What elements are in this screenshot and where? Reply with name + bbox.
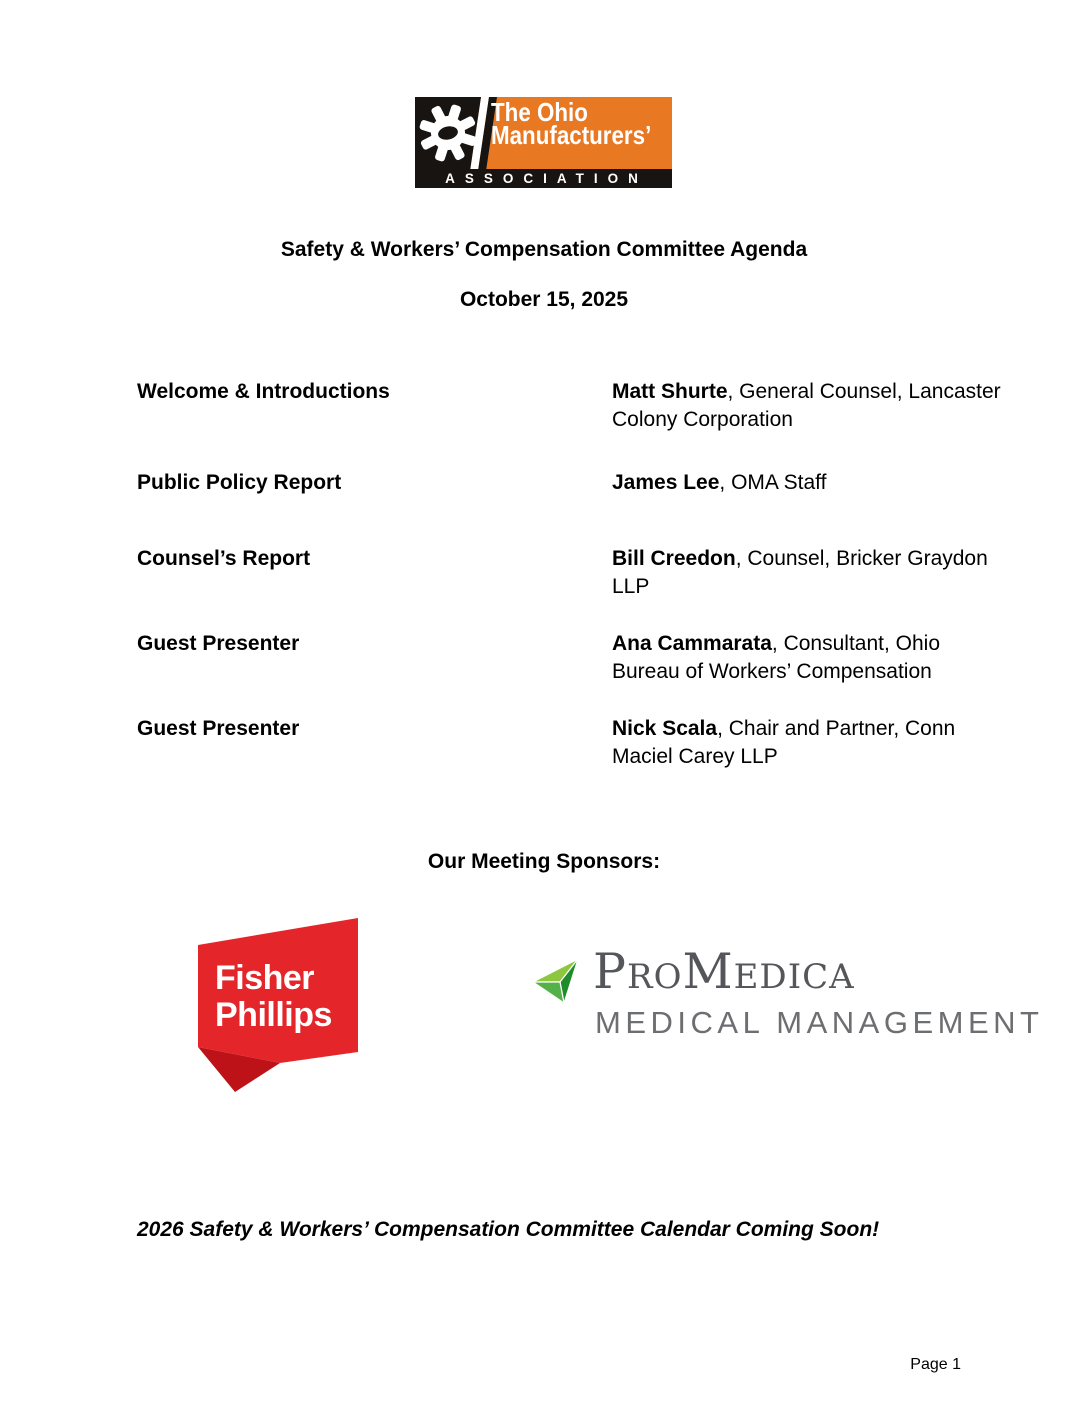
presenter-role: , OMA Staff	[719, 471, 827, 494]
presenter-name: Matt Shurte	[612, 380, 728, 403]
presenter-name: James Lee	[612, 471, 720, 494]
page-number: Page 1	[910, 1356, 961, 1373]
oma-logo	[415, 97, 672, 188]
agenda-presenter	[612, 469, 1004, 497]
agenda-topic: Guest Presenter	[137, 632, 300, 655]
presenter-role: , Consultant, Ohio Bureau of Workers’ Compensation	[612, 632, 940, 683]
presenter-name: Nick Scala	[612, 717, 718, 740]
calendar-notice: 2026 Safety & Workers’ Compensation Committee Calendar Coming Soon!	[137, 1218, 880, 1241]
fisher-phillips-line1: Fisher	[215, 959, 315, 997]
presenter-role: , Chair and Partner, Conn Maciel Carey LLP	[612, 717, 956, 768]
sponsors-heading: Our Meeting Sponsors:	[427, 850, 661, 873]
document-title: Safety & Workers’ Compensation Committee Agenda	[280, 238, 808, 261]
presenter-role: , Counsel, Bricker Graydon LLP	[612, 547, 988, 598]
agenda-topic: Public Policy Report	[137, 471, 342, 494]
agenda-presenter	[612, 378, 1004, 434]
oma-logo-name-line1: The Ohio	[491, 97, 588, 127]
presenter-name: Ana Cammarata	[612, 632, 772, 655]
presenter-name: Bill Creedon	[612, 547, 736, 570]
document-date: October 15, 2025	[459, 288, 629, 311]
promedica-subtitle: MEDICAL MANAGEMENT	[595, 1005, 1044, 1040]
agenda-topic: Welcome & Introductions	[137, 380, 390, 403]
promedica-triangle-icon	[533, 956, 581, 1004]
agenda-topic: Counsel’s Report	[137, 547, 311, 570]
oma-logo-name-line2: Manufacturers’	[491, 120, 652, 150]
promedica-logo	[533, 943, 1044, 1044]
agenda-presenter	[612, 630, 1004, 686]
fisher-phillips-line2: Phillips	[215, 996, 332, 1034]
presenter-role: , General Counsel, Lancaster Colony Corporation	[612, 380, 1001, 431]
promedica-wordmark: ProMedica	[593, 943, 855, 1000]
oma-logo-banner: ASSOCIATION	[445, 171, 648, 186]
agenda-presenter	[612, 545, 1004, 601]
agenda-topic: Guest Presenter	[137, 717, 300, 740]
fisher-phillips-logo	[195, 913, 360, 1105]
oma-logo-name	[491, 97, 680, 150]
fisher-phillips-wordmark	[215, 960, 332, 1034]
agenda-presenter	[612, 715, 1004, 771]
